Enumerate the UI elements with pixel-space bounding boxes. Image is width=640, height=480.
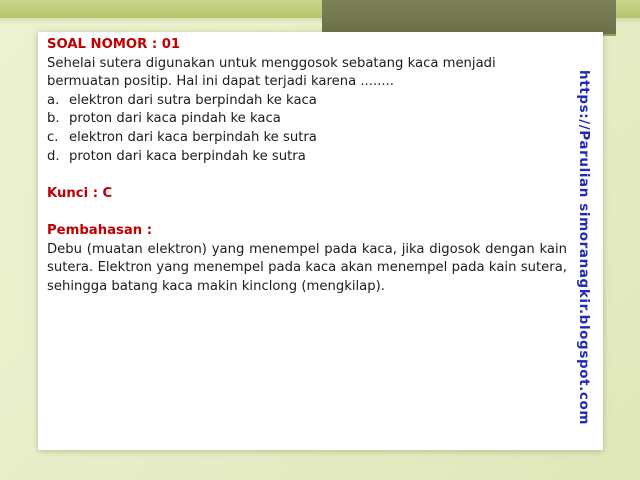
spacer (47, 203, 567, 222)
question-prompt-line-2: bermuatan positip. Hal ini dapat terjadi karena ........ (47, 74, 394, 90)
slide-content (47, 36, 567, 296)
explanation-heading: Pembahasan : (47, 222, 152, 238)
option-text: proton dari kaca pindah ke kaca (69, 111, 281, 127)
option-letter: d. (47, 148, 60, 164)
option-letter: c. (47, 129, 59, 145)
option-a (47, 92, 567, 111)
watermark-url-text: https://Parulian simoranagkir.blogspot.com (576, 70, 592, 426)
slide-card (38, 32, 603, 450)
explanation-text: Debu (muatan elektron) yang menempel pada kaca, jika digosok dengan kain sutera. Elektron yang menempel pada kaca akan menempel pada kain sutera, sehingga batang kaca makin kinclong (mengkilap). (47, 241, 567, 294)
question-prompt-line-1: Sehelai sutera digunakan untuk menggosok sebatang kaca menjadi (47, 55, 496, 71)
corner-decor-box (322, 0, 616, 36)
option-c (47, 129, 567, 148)
answer-key: Kunci : C (47, 185, 113, 201)
option-b (47, 110, 567, 129)
question-heading: SOAL NOMOR : 01 (47, 37, 181, 52)
option-text: proton dari kaca berpindah ke sutra (69, 148, 306, 164)
option-text: elektron dari sutra berpindah ke kaca (69, 92, 317, 108)
spacer (47, 166, 567, 185)
option-letter: b. (47, 111, 60, 127)
option-text: elektron dari kaca berpindah ke sutra (69, 129, 317, 145)
watermark-url (571, 70, 597, 430)
option-letter: a. (47, 92, 60, 108)
option-d (47, 148, 567, 167)
